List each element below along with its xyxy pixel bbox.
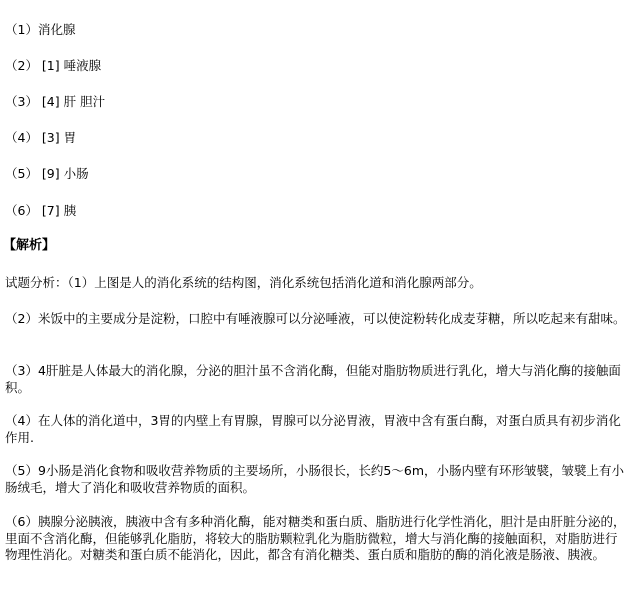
answer-6: （6） [7] 胰 bbox=[5, 203, 77, 218]
analysis-paragraph-1: 试题分析：（1）上图是人的消化系统的结构图，消化系统包括消化道和消化腺两部分。 bbox=[5, 275, 482, 290]
analysis-paragraph-4: （4）在人体的消化道中，3胃的内壁上有胃腺，胃腺可以分泌胃液，胃液中含有蛋白酶，对蛋白质具有初步消化作用. bbox=[5, 413, 621, 445]
answer-5: （5） [9] 小肠 bbox=[5, 166, 89, 181]
analysis-paragraph-3: （3）4肝脏是人体最大的消化腺，分泌的胆汁虽不含消化酶，但能对脂肪物质进行乳化，增大与消化酶的接触面积。 bbox=[5, 363, 621, 395]
answer-3: （3） [4] 肝 胆汁 bbox=[5, 94, 106, 109]
analysis-paragraph-5: （5）9小肠是消化食物和吸收营养物质的主要场所，小肠很长，长约5～6m，小肠内壁有环形皱襞，皱襞上有小肠绒毛，增大了消化和吸收营养物质的面积。 bbox=[5, 463, 624, 495]
analysis-heading: 【解析】 bbox=[3, 238, 56, 253]
answer-4: （4） [3] 胃 bbox=[5, 130, 77, 145]
answer-1: （1）消化腺 bbox=[5, 22, 76, 37]
analysis-paragraph-6: （6）胰腺分泌胰液，胰液中含有多种消化酶，能对糖类和蛋白质、脂肪进行化学性消化，胆汁是由肝脏分泌的，里面不含消化酶，但能够乳化脂肪，将较大的脂肪颗粒乳化为脂肪微粒，增大与消化酶的接触面积，对脂肪进行物理性消化。对糖类和蛋白质不能消化，因此，都含有消化糖类、蛋白质和脂肪的酶的消化液是肠液、胰液。 bbox=[5, 514, 626, 562]
analysis-paragraph-2: （2）米饭中的主要成分是淀粉，口腔中有唾液腺可以分泌唾液，可以使淀粉转化成麦芽糖，所以吃起来有甜味。 bbox=[5, 311, 626, 326]
answer-2: （2） [1] 唾液腺 bbox=[5, 58, 102, 73]
